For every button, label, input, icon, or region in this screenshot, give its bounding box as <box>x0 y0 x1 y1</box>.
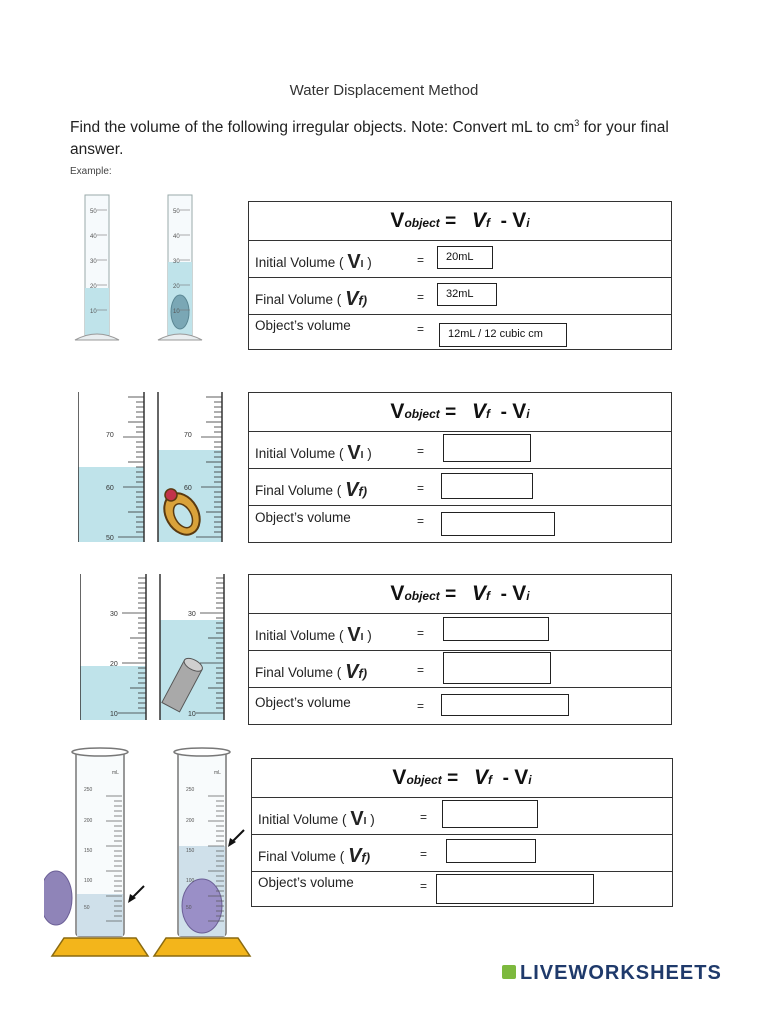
tick-label: 200 <box>186 818 195 824</box>
tick-label: 50 <box>106 535 114 542</box>
formula-row: Vobject = Vf - Vi <box>249 393 672 432</box>
tick-label: 10 <box>173 309 180 315</box>
tick-label: 70 <box>184 432 192 439</box>
tick-label: 30 <box>110 611 118 618</box>
tick-label: 60 <box>184 485 192 492</box>
tick-label: 40 <box>173 234 180 240</box>
instructions-tail: for your final answer. <box>70 119 669 159</box>
page-title: Water Displacement Method <box>289 82 479 99</box>
problem3-cylinders-illustration <box>44 746 254 968</box>
final-volume-input[interactable] <box>443 652 551 684</box>
final-volume-row: Final Volume ( Vf) = <box>249 469 672 506</box>
final-volume-row: Final Volume ( Vf) = <box>249 651 672 688</box>
problem3-cylinder-before <box>44 748 148 956</box>
instructions-main: Find the volume of the following irregular objects. Note: Convert mL to cm <box>70 119 575 137</box>
example-label: Example: <box>70 166 112 177</box>
initial-volume-answer: 20mL <box>437 246 493 269</box>
initial-volume-input[interactable] <box>443 434 531 462</box>
object-volume-input[interactable] <box>441 694 569 716</box>
initial-volume-input[interactable] <box>443 617 549 641</box>
tick-label: 50 <box>186 905 192 911</box>
object-volume-input[interactable] <box>441 512 555 536</box>
tick-label: 30 <box>90 259 97 265</box>
problem2-table <box>248 574 672 725</box>
final-volume-row: Final Volume ( Vf) = 32mL <box>249 278 672 315</box>
problem1-cylinders-illustration <box>78 392 223 544</box>
object-volume-input[interactable] <box>436 874 594 904</box>
initial-volume-row: Initial Volume ( VI ) = <box>249 432 672 469</box>
final-volume-input[interactable] <box>441 473 533 499</box>
object-volume-row: Object’s volume = <box>249 688 672 725</box>
tick-label: 10 <box>110 711 118 718</box>
purple-object <box>44 871 72 925</box>
final-volume-answer: 32mL <box>437 283 497 306</box>
unit-label: mL <box>112 770 119 776</box>
liveworksheets-logo: LIVEWORKSHEETS <box>502 962 722 985</box>
object-volume-answer: 12mL / 12 cubic cm <box>439 323 567 347</box>
tick-label: 50 <box>173 209 180 215</box>
initial-volume-input[interactable] <box>442 800 538 828</box>
problem3-table <box>251 758 673 907</box>
initial-volume-row: Initial Volume ( VI ) = <box>252 798 673 835</box>
object-volume-row: Object’s volume = <box>252 872 673 907</box>
tick-label: 250 <box>84 787 93 793</box>
tick-label: 100 <box>84 878 93 884</box>
instructions-superscript: 3 <box>574 118 580 128</box>
tick-label: 40 <box>90 234 97 240</box>
problem3-cylinder-after <box>154 748 250 956</box>
tick-label: 30 <box>188 611 196 618</box>
tick-label: 50 <box>90 209 97 215</box>
tick-label: 150 <box>186 848 195 854</box>
tick-label: 60 <box>106 485 114 492</box>
tick-label: 70 <box>106 432 114 439</box>
formula-row: Vobject = Vf - Vi <box>252 759 673 798</box>
initial-volume-row: Initial Volume ( VI ) = 20mL <box>249 241 672 278</box>
tick-label: 10 <box>188 711 196 718</box>
final-volume-input[interactable] <box>446 839 536 863</box>
initial-volume-row: Initial Volume ( VI ) = <box>249 614 672 651</box>
instructions <box>70 112 670 161</box>
tick-label: 30 <box>173 259 180 265</box>
tick-label: 20 <box>110 661 118 668</box>
tick-label: 20 <box>173 284 180 290</box>
problem1-table <box>248 392 672 543</box>
tick-label: 250 <box>186 787 195 793</box>
example-cylinder-after <box>158 195 202 340</box>
tick-label: 100 <box>186 878 195 884</box>
final-volume-row: Final Volume ( Vf) = <box>252 835 673 872</box>
tick-label: 20 <box>90 284 97 290</box>
problem2-cylinders-illustration <box>80 574 225 722</box>
tick-label: 50 <box>84 905 90 911</box>
object-volume-row: Object’s volume = <box>249 506 672 543</box>
formula-row: Vobject = Vf - Vi <box>249 202 672 241</box>
example-cylinders-illustration <box>70 190 220 350</box>
unit-label: mL <box>214 770 221 776</box>
object-volume-row: Object’s volume = 12mL / 12 cubic cm <box>249 315 672 350</box>
tick-label: 200 <box>84 818 93 824</box>
example-cylinder-before <box>75 195 119 340</box>
tick-label: 150 <box>84 848 93 854</box>
example-table <box>248 201 672 350</box>
tick-label: 10 <box>90 309 97 315</box>
liveworksheets-mark-icon <box>502 965 516 979</box>
formula-row: Vobject = Vf - Vi <box>249 575 672 614</box>
